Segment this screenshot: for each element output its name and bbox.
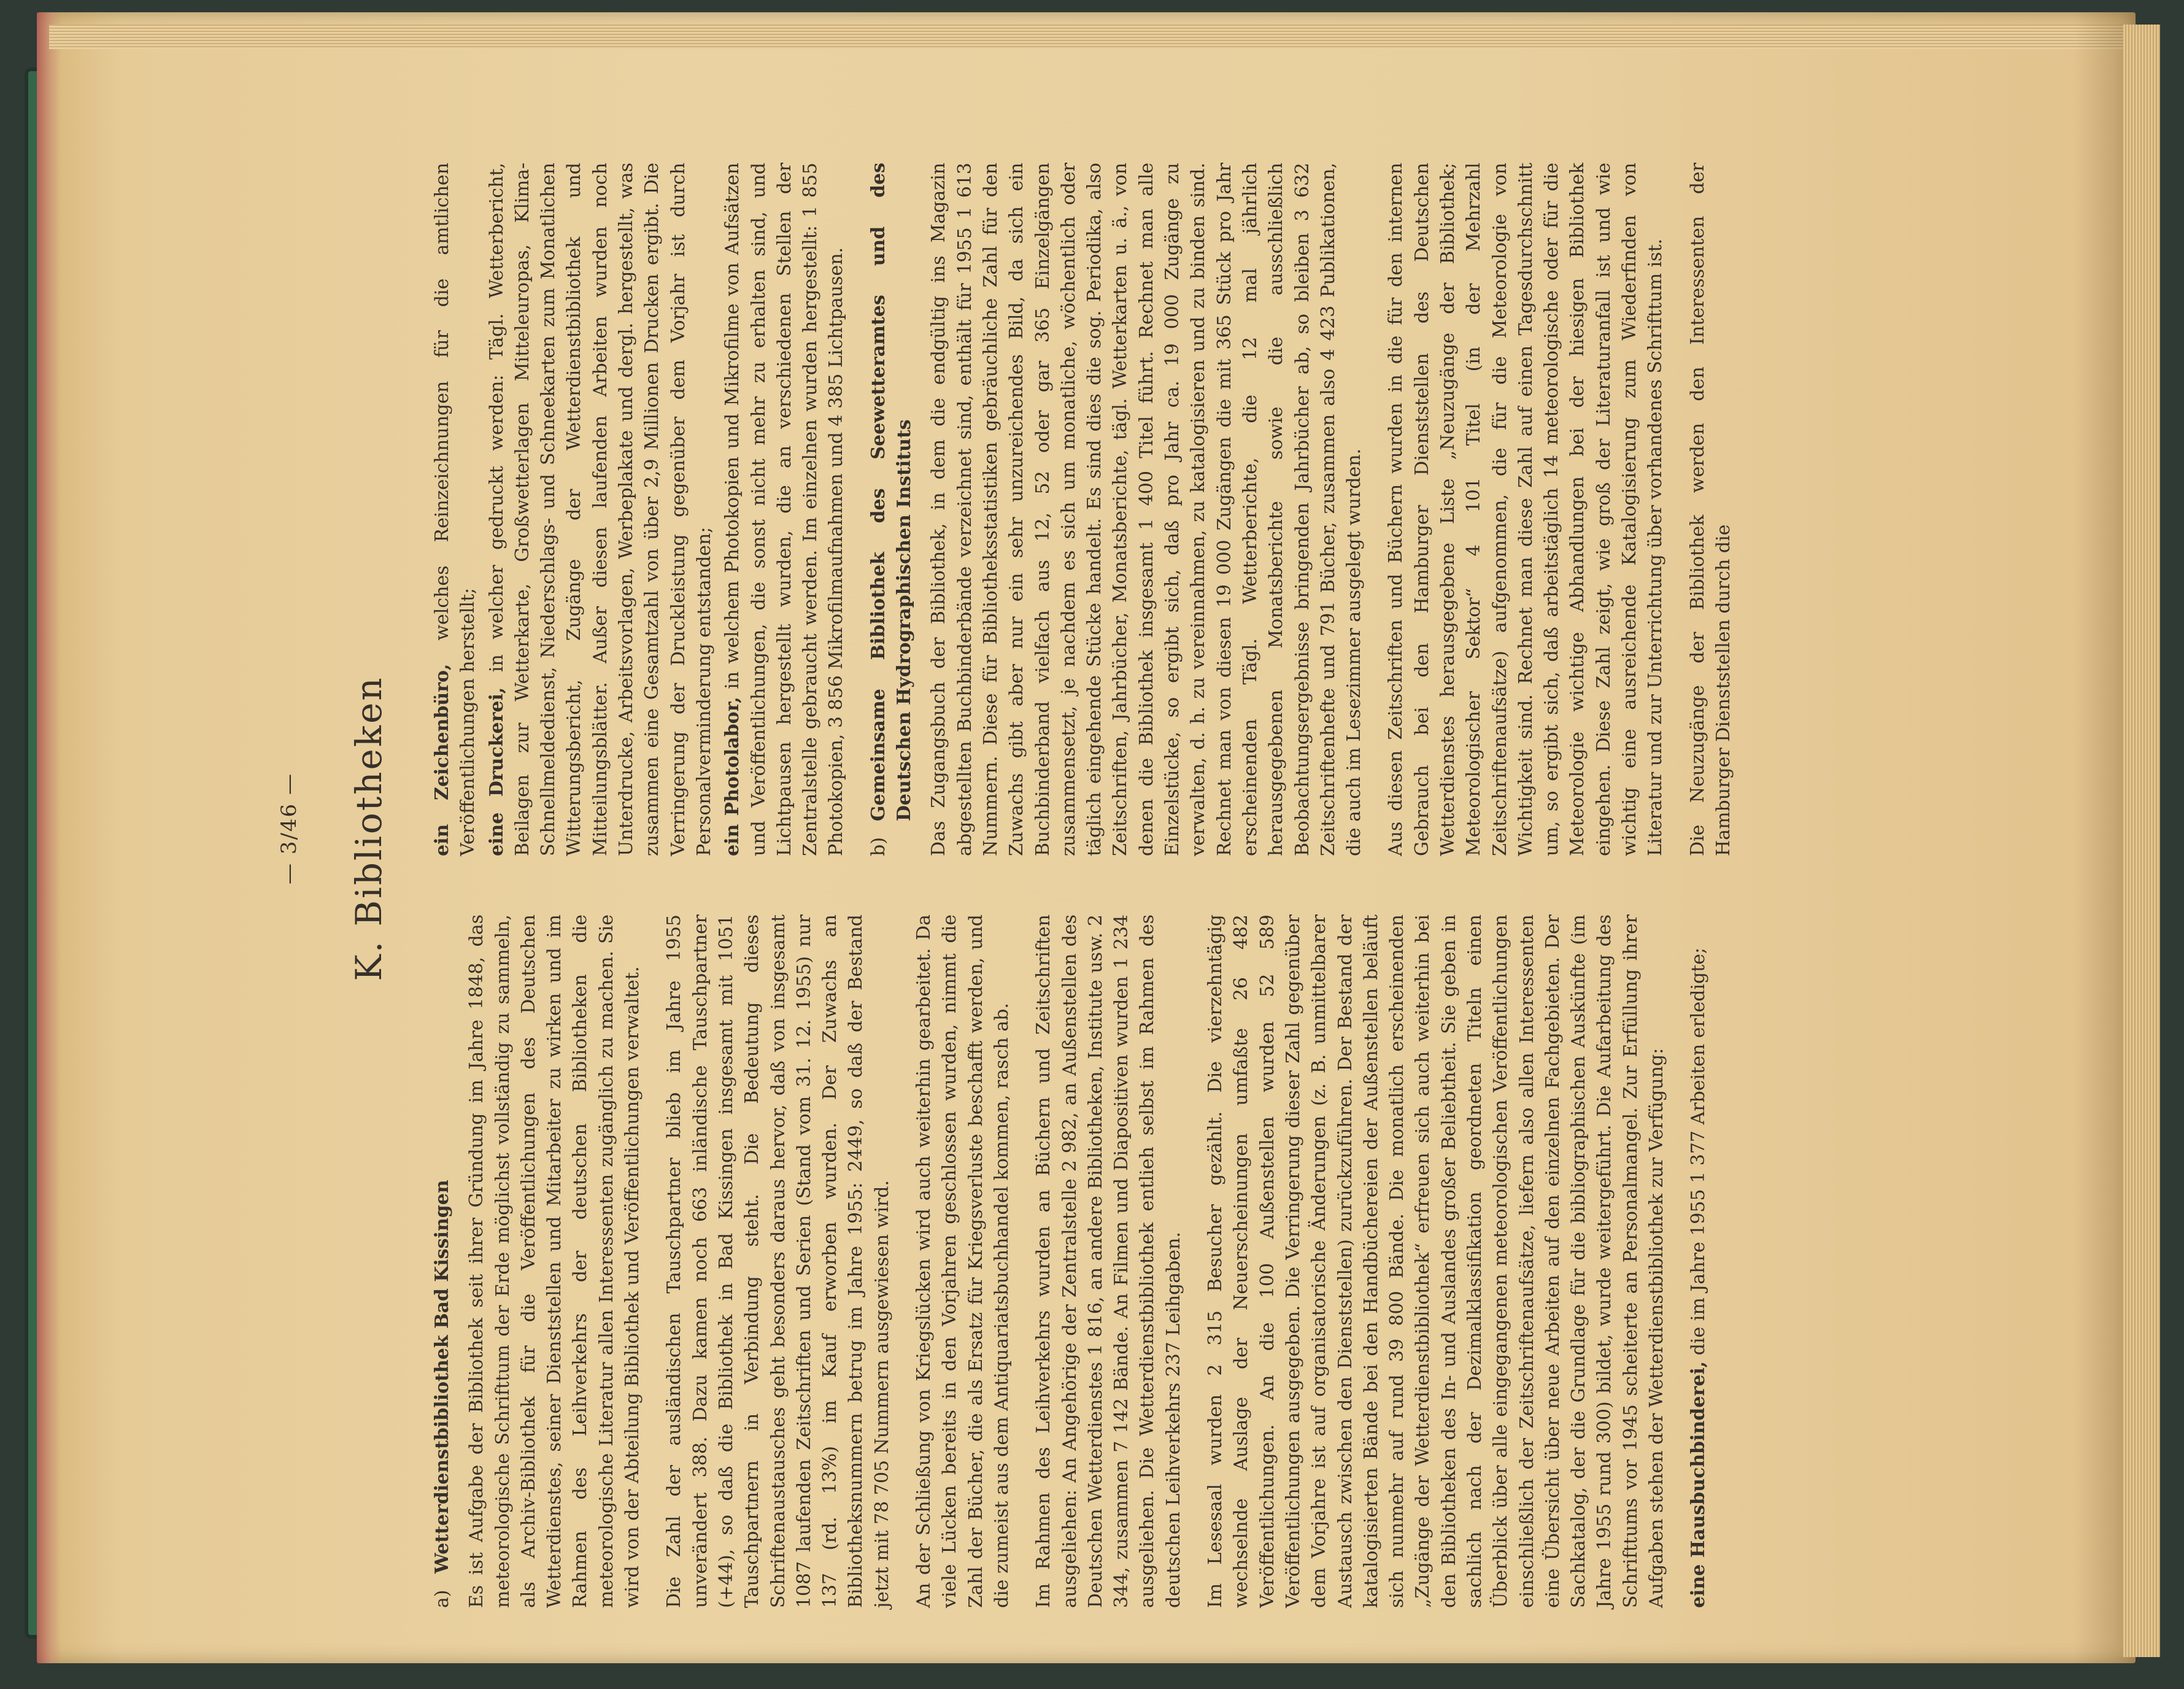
subsection-marker: a) bbox=[431, 1590, 453, 1608]
paragraph: Das Zugangsbuch der Bibliothek, in dem die endgültig ins Magazin abgestellten Buchbinderbände verzeichnet sind, enthält für 1955 1 613 Nummern. Diese für Bibliotheksstatistiken gebräuchliche Zahl für den Zuwachs gibt aber nur ein sehr unzureichendes Bild, da sich ein Buchbinderband vielfach aus 12, 52 oder gar 365 Einzelgängen zusammensetzt, je nachdem es sich um monatliche, wöchentlich oder täglich eingehende Stücke handelt. Es sind dies die sog. Periodika, also Zeitschriften, Jahrbücher, Monatsberichte, tägl. Wetterkarten u. ä., von denen die Bibliothek insgesamt 1 400 Titel führt. Rechnet man alle Einzelstücke, so ergibt sich, daß pro Jahr ca. 19 000 Zugänge zu verwalten, d. h. zu vereinnahmen, zu katalogisieren und zu binden sind. Rechnet man von diesen 19 000 Zugängen die mit 365 Stück pro Jahr erscheinenden Tägl. Wetterberichte, die 12 mal jährlich herausgegebenen Monatsberichte sowie die ausschließlich Beobachtungsergebnisse bringenden Jahrbücher ab, so bleiben 3 632 Zeitschriftenhefte und 791 Bücher, zusammen also 4 423 Publikationen, die auch im Lesezimmer ausgelegt wurden. bbox=[928, 163, 1365, 856]
paragraph: Aus diesen Zeitschriften und Büchern wurden in die für den internen Gebrauch bei den Hamburger Dienststellen des Deutschen Wetterdienstes herausgegebene Liste „Neuzugänge der Bibliothek; Meteorologischer Sektor“ 4 101 Titel (in der Mehrzahl Zeitschriftenaufsätze) aufgenommen, die für die Meteorologie von Wichtigkeit sind. Rechnet man diese Zahl auf einen Tagesdurchschnitt um, so ergibt sich, daß arbeitstäglich 14 meteorologische oder für die Meteorologie wichtige Abhandlungen bei der hiesigen Bibliothek eingehen. Diese Zahl zeigt, wie groß der Literaturanfall ist und wie wichtig eine ausreichende Katalogisierung zum Wiederfinden von Literatur und zur Unterrichtung über vorhandenes Schrifttum ist. bbox=[1385, 163, 1667, 856]
paragraph bbox=[1686, 914, 1711, 1608]
paragraph: Im Lesesaal wurden 2 315 Besucher gezählt. Die vierzehntägig wechselnde Auslage der Neuerscheinungen umfaßte 26 482 Veröffentlichungen. An die 100 Außenstellen wurden 52 589 Veröffentlichungen ausgegeben. Die Verringerung dieser Zahl gegenüber dem Vorjahre ist auf organisatorische Änderungen (z. B. unmittelbarer Austausch zwischen den Dienststellen) zurückzuführen. Der Bestand der katalogisierten Bände bei den Handbüchereien der Außenstellen beläuft sich nunmehr auf rund 39 800 Bände. Die monatlich erscheinenden „Zugänge der Wetterdienstbibliothek“ erfreuen sich auch weiterhin bei den Bibliotheken des In- und Auslandes großer Beliebtheit. Sie geben in sachlich nach der Dezimalklassifikation geordneten Titeln einen Überblick über alle eingegangenen meteorologischen Veröffentlichungen einschließlich der Zeitschriftenaufsätze, liefern also allen Interessenten eine Übersicht über neue Arbeiten auf den einzelnen Fachgebieten. Der Sachkatalog, der die Grundlage für die bibliographischen Auskünfte (im Jahre 1955 rund 300) bildet, wurde weitergeführt. Die Aufarbeitung des Schrifttums vor 1945 scheiterte an Personalmangel. Zur Erfüllung ihrer Aufgaben stehen der Wetterdienstbibliothek zur Verfügung: bbox=[1205, 914, 1668, 1608]
right-column bbox=[430, 163, 1753, 856]
page-content bbox=[270, 43, 2025, 1614]
subsection-title: Wetterdienstbibliothek Bad Kissingen bbox=[431, 1180, 453, 1574]
paragraph: Die Zahl der ausländischen Tauschpartner blieb im Jahre 1955 unverändert 388. Dazu kamen noch 663 inländische Tauschpartner (+44), so daß die Bibliothek in Bad Kissingen insgesamt mit 1051 Tauschpartnern in Verbindung steht. Die Bedeutung dieses Schriftenaustausches geht besonders daraus hervor, daß von insgesamt 1087 laufenden Zeitschriften und Serien (Stand vom 31. 12. 1955) nur 137 (rd. 13%) im Kauf erworben wurden. Der Zuwachs an Bibliotheksnummern betrug im Jahre 1955: 2449, so daß der Bestand jetzt mit 78 705 Nummern ausgewiesen wird. bbox=[663, 914, 893, 1608]
paragraph-text: die im Jahre 1955 1 377 Arbeiten erledigte; bbox=[1688, 947, 1710, 1361]
page-spine-edge bbox=[37, 12, 61, 1663]
subsection-heading-b bbox=[866, 163, 918, 856]
left-column bbox=[430, 914, 1728, 1608]
subsection-marker: b) bbox=[867, 837, 889, 856]
paragraph-text: in welcher gedruckt werden: Tägl. Wetterbericht, Beilagen zur Wetterkarte, Großwetterlagen Mitteleuropas, Klima-Schnellmeldedienst, Niederschlags- und Schneekarten zum Monatlichen Witterungsbericht, Zugänge der Wetterdienstbibliothek und Mitteilungsblätter. Außer diesen laufenden Arbeiten wurden noch Unterdrucke, Arbeitsvorlagen, Werbeplakate und dergl. hergestellt, was zusammen eine Gesamtzahl von über 2,9 Millionen Drucken ergibt. Die Verringerung der Druckleistung gegenüber dem Vorjahr ist durch Personalverminderung entstanden; bbox=[485, 163, 715, 856]
paragraph: Es ist Aufgabe der Bibliothek seit ihrer Gründung im Jahre 1848, das meteorologische Schrifttum der Erde möglichst vollständig zu sammeln, als Archiv-Bibliothek für die Veröffentlichungen des Deutschen Wetterdienstes, seiner Dienststellen und Mitarbeiter zu wirken und im Rahmen des Leihverkehrs der deutschen Bibliotheken die meteorologische Literatur allen Interessenten zugänglich zu machen. Sie wird von der Abteilung Bibliothek und Veröffentlichungen verwaltet. bbox=[466, 914, 644, 1608]
paragraph bbox=[484, 163, 718, 856]
paragraph: An der Schließung von Kriegslücken wird auch weiterhin gearbeitet. Da viele Lücken bereits in den Vorjahren geschlossen wurden, nimmt die Zahl der Bücher, die als Ersatz für Kriegsverluste beschafft werden, und die zumeist aus dem Antiquariatsbuchhandel kommen, rasch ab. bbox=[913, 914, 1013, 1608]
section-title: K. Bibliotheken bbox=[348, 676, 390, 981]
paragraph-lead: ein Photolabor, bbox=[722, 697, 744, 856]
subsection-heading-a bbox=[430, 914, 455, 1608]
paragraph-lead: eine Druckerei, bbox=[485, 687, 507, 856]
paragraph: Die Neuzugänge der Bibliothek werden den Interessenten der Hamburger Dienststellen durch die bbox=[1686, 163, 1734, 856]
paragraph bbox=[720, 163, 849, 856]
paragraph-text: in welchem Photokopien und Mikrofilme von Aufsätzen und Veröffentlichungen, die sonst nicht mehr zu erhalten sind, und Lichtpausen hergestellt wurden, die an verschiedenen Stellen der Zentralstelle gebraucht werden. Im einzelnen wurden hergestellt: 1 855 Photokopien, 3 856 Mikrofilmaufnahmen und 4 385 Lichtpausen. bbox=[722, 163, 847, 856]
subsection-title: Gemeinsame Bibliothek des Seewetteramtes und des Deutschen Hydrographischen Instituts bbox=[867, 163, 916, 822]
paragraph-lead: eine Hausbuchbinderei, bbox=[1688, 1361, 1710, 1608]
paragraph-lead: ein Zeichenbüro, bbox=[431, 663, 453, 856]
page-edges-right bbox=[2123, 25, 2160, 1657]
paragraph-text: welches Reinzeichnungen für die amtlichen Veröffentlichungen herstellt; bbox=[431, 163, 479, 856]
paragraph: Im Rahmen des Leihverkehrs wurden an Büchern und Zeitschriften ausgeliehen: An Angehörige der Zentralstelle 2 982, an Außenstellen des Deutschen Wetterdienstes 1 816, an andere Bibliotheken, Institute usw. 2 344, zusammen 7 142 Bände. An Filmen und Diapositiven wurden 1 234 ausgeliehen. Die Wetterdienstbibliothek entlieh selbst im Rahmen des deutschen Leihverkehrs 237 Leihgaben. bbox=[1033, 914, 1184, 1608]
page-number: — 3/46 — bbox=[277, 773, 301, 884]
paragraph bbox=[430, 163, 482, 856]
